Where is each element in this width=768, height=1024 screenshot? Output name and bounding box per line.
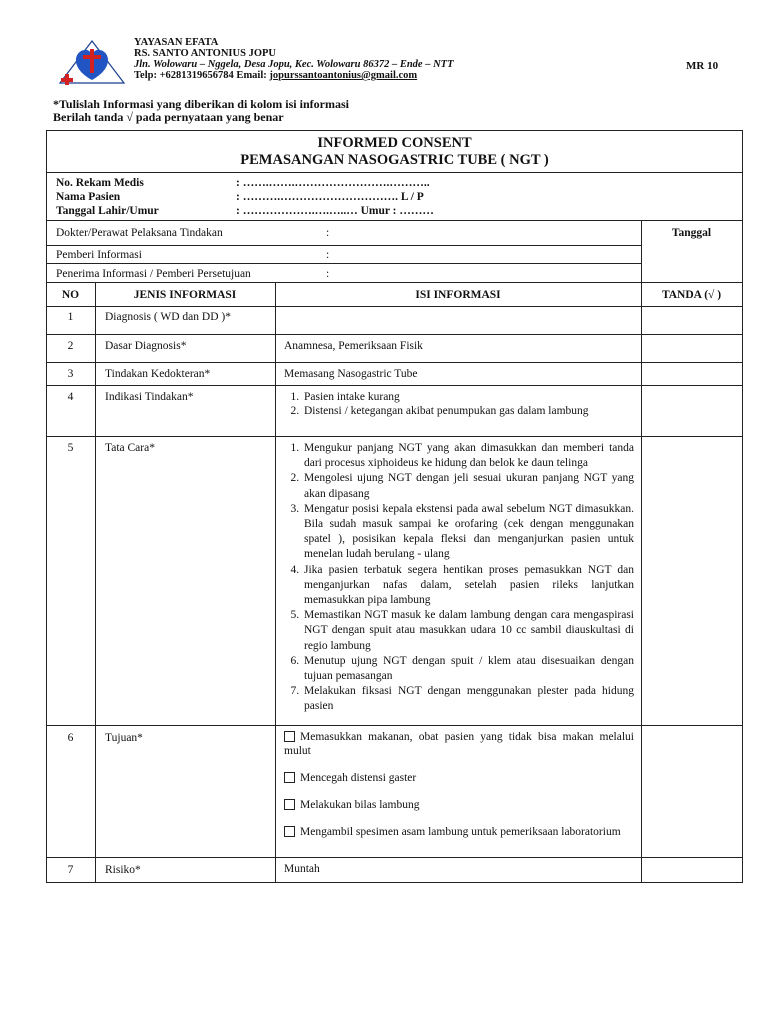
hospital-name: RS. SANTO ANTONIUS JOPU (134, 48, 276, 59)
column-header-tanda: TANDA (√ ) (661, 289, 722, 301)
row-3-isi: Memasang Nasogastric Tube (284, 368, 418, 380)
row-4-jenis: Indikasi Tindakan* (105, 391, 194, 403)
checkbox[interactable] (284, 772, 295, 783)
row-1-jenis: Diagnosis ( WD dan DD )* (105, 311, 231, 323)
row-6-tanda-cell[interactable] (642, 726, 741, 856)
indikasi-list (284, 390, 634, 418)
form-subtitle: PEMASANGAN NASOGASTRIC TUBE ( NGT ) (240, 152, 549, 168)
tujuan-option-4[interactable] (284, 825, 634, 839)
instruction-note-1: *Tulislah Informasi yang diberikan di kolom isi informasi (53, 97, 349, 111)
list-item: 6. Menutup ujung NGT dengan spuit / klem atau disesuaikan dengan tujuan pemasangan (302, 654, 634, 684)
tujuan-option-2[interactable] (284, 771, 634, 785)
tujuan-option-3-label: Melakukan bilas lambung (300, 799, 420, 811)
tujuan-option-1[interactable] (284, 730, 634, 758)
hospital-address: Jln. Wolowaru – Nggela, Desa Jopu, Kec. Wolowaru 86372 – Ende – NTT (134, 59, 454, 70)
phone-text: Telp: +6281319656784 Email: (134, 70, 270, 81)
list-item: 2. Distensi / ketegangan akibat penumpukan gas dalam lambung (302, 404, 634, 418)
checkbox[interactable] (284, 731, 295, 742)
row-6-jenis: Tujuan* (105, 732, 143, 744)
field-nama-pasien[interactable]: : ……….…………………………. L / P (236, 191, 424, 203)
tujuan-option-4-label: Mengambil spesimen asam lambung untuk pemeriksaan laboratorium (300, 826, 621, 838)
list-item: 2. Mengolesi ujung NGT dengan jeli sesuai ukuran panjang NGT yang akan dipasang (302, 471, 634, 501)
list-item: 3. Mengatur posisi kepala ekstensi pada awal sebelum NGT dimasukkan. Bila sudah masuk sampai ke orofaring (cek dengan menggunakan spatel ), posisikan kepala fleksi dan menganjurkan pasien untuk menelan ludah berulang - ulang (302, 502, 634, 563)
column-header-isi: ISI INFORMASI (415, 289, 501, 301)
row-1-no: 1 (67, 311, 74, 323)
checkbox[interactable] (284, 826, 295, 837)
tujuan-option-3[interactable] (284, 798, 634, 812)
label-nama-pasien: Nama Pasien (56, 191, 121, 203)
field-penerima-informasi[interactable]: : (326, 268, 330, 280)
row-2-isi: Anamnesa, Pemeriksaan Fisik (284, 340, 423, 352)
row-4-tanda-cell[interactable] (642, 386, 741, 435)
label-pemberi-informasi: Pemberi Informasi (56, 249, 142, 261)
label-dokter-pelaksana: Dokter/Perawat Pelaksana Tindakan (56, 227, 223, 239)
label-rekam-medis: No. Rekam Medis (56, 177, 144, 189)
row-1-tanda-cell[interactable] (642, 307, 741, 333)
email-link[interactable]: jopurssantoantonius@gmail.com (269, 70, 418, 81)
row-5-no: 5 (67, 442, 74, 454)
list-item: 1. Pasien intake kurang (302, 390, 634, 404)
list-item: 5. Memastikan NGT masuk ke dalam lambung dengan cara mengaspirasi NGT dengan spuit atau masukkan udara 10 cc sambil diauskultasi di regio lambung (302, 608, 634, 654)
list-item: 4. Jika pasien terbatuk segera hentikan proses pemasukkan NGT dan menganjurkan nafas dalam, setelah pasien rileks lanjutkan memasukkan pipa lambung (302, 563, 634, 609)
field-rekam-medis[interactable]: : …….…….…………………….……….. (236, 177, 430, 189)
label-tanggal: Tanggal (671, 227, 712, 239)
row-4-no: 4 (67, 391, 74, 403)
tujuan-option-2-label: Mencegah distensi gaster (300, 772, 417, 784)
label-penerima-informasi: Penerima Informasi / Pemberi Persetujuan (56, 268, 251, 280)
row-3-no: 3 (67, 368, 74, 380)
row-3-jenis: Tindakan Kedokteran* (105, 368, 211, 380)
form-title: INFORMED CONSENT (317, 135, 472, 151)
row-5-jenis: Tata Cara* (105, 442, 155, 454)
instruction-note-2: Berilah tanda √ pada pernyataan yang benar (53, 110, 284, 124)
row-3-tanda-cell[interactable] (642, 363, 741, 384)
row-5-isi (284, 441, 634, 715)
field-pemberi-informasi[interactable]: : (326, 249, 330, 261)
row-6-no: 6 (67, 732, 74, 744)
row-2-tanda-cell[interactable] (642, 335, 741, 361)
column-header-no: NO (61, 289, 80, 301)
row-5-tanda-cell[interactable] (642, 437, 741, 724)
row-7-isi: Muntah (284, 863, 320, 875)
row-2-jenis: Dasar Diagnosis* (105, 340, 187, 352)
hospital-cross-logo-icon (56, 38, 128, 86)
row-2-no: 2 (67, 340, 74, 352)
label-tanggal-lahir: Tanggal Lahir/Umur (56, 205, 159, 217)
hospital-logo (56, 38, 128, 86)
form-code: MR 10 (686, 60, 719, 72)
column-header-jenis: JENIS INFORMASI (133, 289, 237, 301)
list-item: 1. Mengukur panjang NGT yang akan dimasukkan dan memberi tanda dari procesus xiphoideus ke hidung dan belok ke daun telinga (302, 441, 634, 471)
field-dokter-pelaksana[interactable]: : (326, 227, 330, 239)
tata-cara-list (284, 441, 634, 715)
row-7-no: 7 (67, 864, 74, 876)
foundation-name: YAYASAN EFATA (134, 37, 219, 48)
row-4-isi (284, 390, 634, 418)
field-tanggal-lahir[interactable]: : ……………….….…..… Umur : ……… (236, 205, 434, 217)
list-item: 7. Melakukan fiksasi NGT dengan menggunakan plester pada hidung pasien (302, 684, 634, 714)
checkbox[interactable] (284, 799, 295, 810)
row-7-tanda-cell[interactable] (642, 858, 741, 881)
row-7-jenis: Risiko* (105, 864, 141, 876)
tujuan-option-1-label: Memasukkan makanan, obat pasien yang tidak bisa makan melalui mulut (284, 731, 634, 758)
hospital-contact (134, 70, 417, 82)
